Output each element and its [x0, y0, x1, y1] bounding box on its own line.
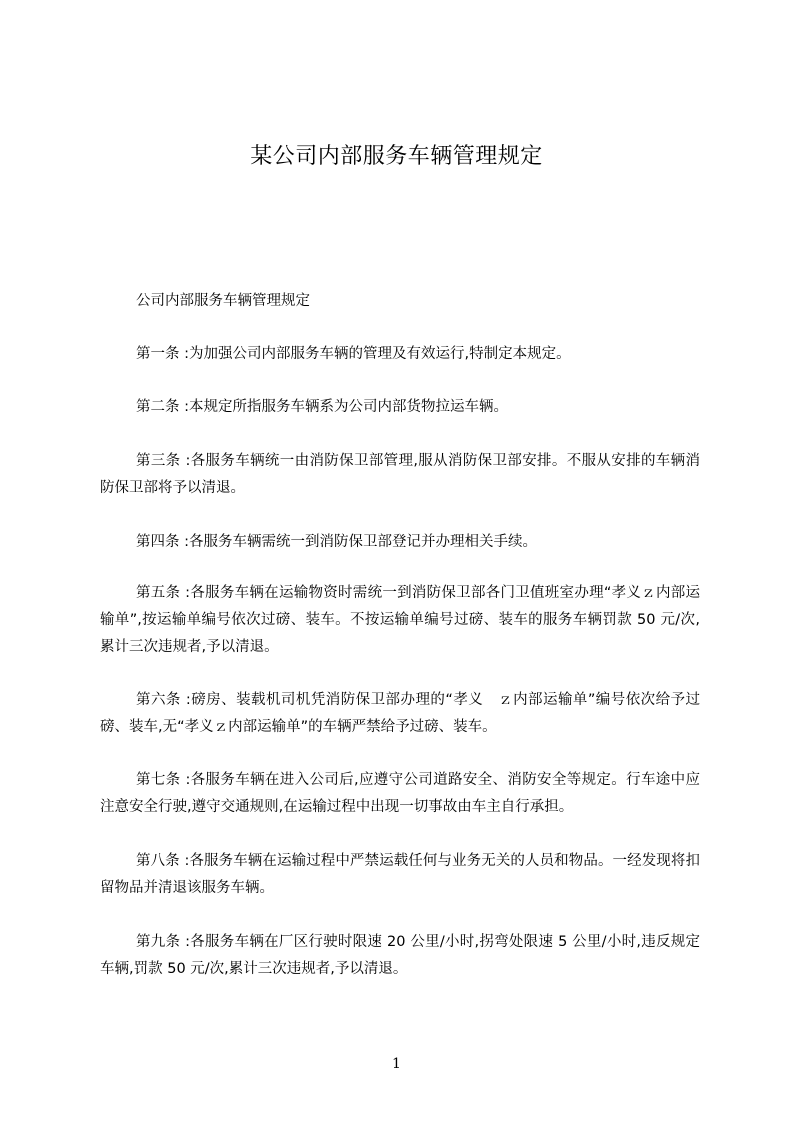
- document-subtitle: 公司内部服务车辆管理规定: [136, 293, 310, 309]
- article-4: 第四条 :各服务车辆需统一到消防保卫部登记并办理相关手续。: [136, 534, 537, 550]
- article-8: 第八条 :各服务车辆在运输过程中严禁运载任何与业务无关的人员和物品。一经发现将扣留物品并清退该服务车辆。: [100, 853, 700, 896]
- article-9: 第九条 :各服务车辆在厂区行驶时限速 20 公里/小时,拐弯处限速 5 公里/小时,违反规定车辆,罚款 50 元/次,累计三次违规者,予以清退。: [100, 934, 700, 977]
- article-7: 第七条 :各服务车辆在进入公司后,应遵守公司道路安全、消防安全等规定。行车途中应注意安全行驶,遵守交通规则,在运输过程中出现一切事故由车主自行承担。: [100, 772, 700, 815]
- article-2: 第二条 :本规定所指服务车辆系为公司内部货物拉运车辆。: [136, 399, 508, 415]
- page-number: 1: [392, 1056, 401, 1072]
- document-title: 某公司内部服务车辆管理规定: [250, 144, 543, 169]
- article-5: 第五条 :各服务车辆在运输物资时需统一到消防保卫部各门卫值班室办理“孝义ｚ内部运输单”,按运输单编号依次过磅、装车。不按运输单编号过磅、装车的服务车辆罚款 50 元/次,累计三次违规者,予以清退。: [100, 585, 700, 655]
- article-6: 第六条 :磅房、装载机司机凭消防保卫部办理的“孝义 ｚ内部运输单”编号依次给予过磅、装车,无“孝义ｚ内部运输单”的车辆严禁给予过磅、装车。: [100, 692, 700, 735]
- article-3: 第三条 :各服务车辆统一由消防保卫部管理,服从消防保卫部安排。不服从安排的车辆消防保卫部将予以清退。: [100, 453, 700, 496]
- article-1: 第一条 :为加强公司内部服务车辆的管理及有效运行,特制定本规定。: [136, 346, 571, 362]
